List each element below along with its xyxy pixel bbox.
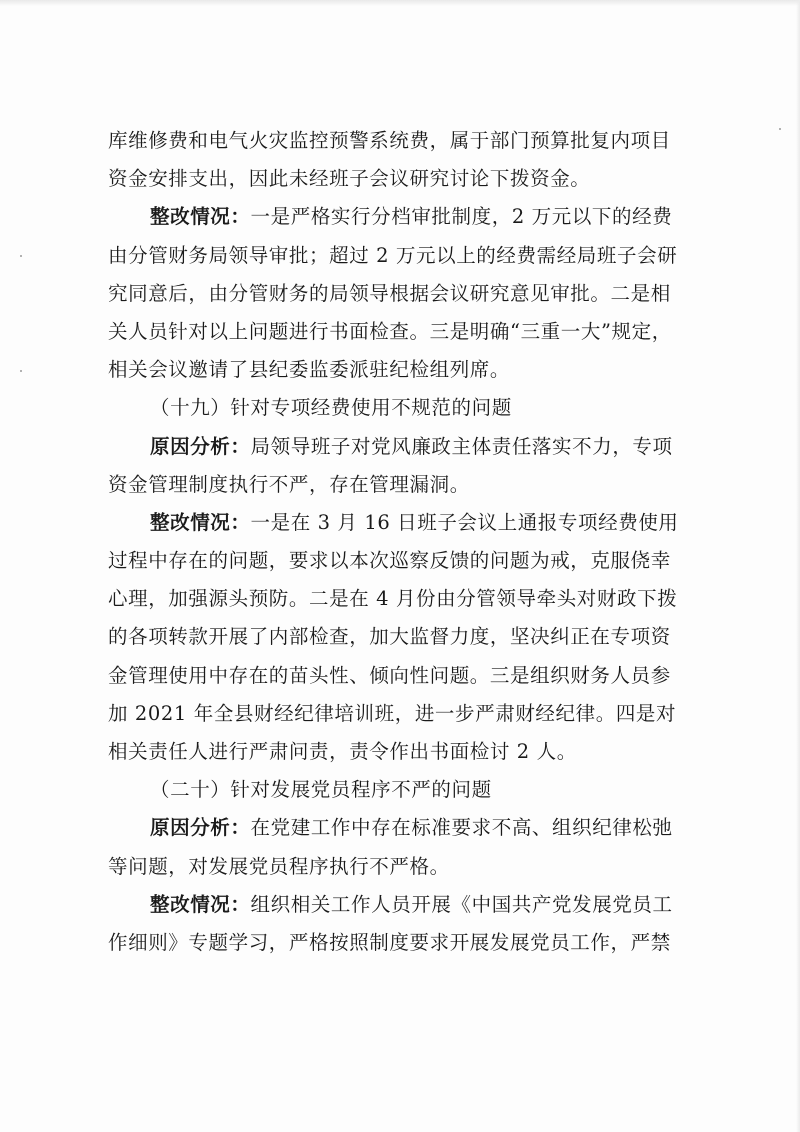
section-heading-text: （二十）针对发展党员程序不严的问题 <box>150 778 492 802</box>
paragraph-text: 相关会议邀请了县纪委监委派驻纪检组列席。 <box>108 358 511 382</box>
paragraph-line <box>108 657 698 695</box>
paragraph-text: 在党建工作中存在标准要求不高、组织纪律松弛 <box>250 816 673 840</box>
paragraph-text: 金管理使用中存在的苗头性、倾向性问题。三是组织财务人员参 <box>108 663 671 687</box>
paragraph-line <box>108 198 698 236</box>
paragraph-line <box>108 618 698 656</box>
paragraph-text: 作细则》专题学习，严格按照制度要求开展发展党员工作，严禁 <box>108 930 671 954</box>
paragraph-label: 原因分析： <box>150 816 251 840</box>
paragraph-text: 相关责任人进行严肃问责，责令作出书面检讨 2 人。 <box>108 740 577 763</box>
paragraph-text: 资金安排支出，因此未经班子会议研究讨论下拨资金。 <box>108 167 591 191</box>
paragraph-text: 加 2021 年全县财经纪律培训班，进一步严肃财经纪律。四是对 <box>108 701 677 725</box>
paragraph-line <box>108 733 698 771</box>
paragraph-text: 一是严格实行分档审批制度，2 万元以下的经费 <box>250 205 673 229</box>
paragraph-text: 局领导班子对党风廉政主体责任落实不力，专项 <box>250 434 673 458</box>
paragraph-text: 等问题，对发展党员程序执行不严格。 <box>108 854 450 878</box>
scan-speck <box>20 370 22 372</box>
scan-speck <box>20 255 22 257</box>
paragraph-text: 库维修费和电气火灾监控预警系统费，属于部门预算批复内项目 <box>108 129 671 152</box>
section-heading <box>108 389 698 427</box>
paragraph-line <box>108 275 698 313</box>
section-heading <box>108 771 698 809</box>
scan-edge-right <box>796 0 800 1132</box>
paragraph-line <box>108 809 698 847</box>
paragraph-line <box>108 466 698 504</box>
paragraph-line <box>108 122 698 160</box>
paragraph-label: 整改情况： <box>150 205 251 229</box>
paragraph-text: 心理，加强源头预防。二是在 4 月份由分管领导牵头对财政下拨 <box>108 587 678 611</box>
paragraph-text: 关人员针对以上问题进行书面检查。三是明确“三重一大”规定， <box>108 319 672 343</box>
paragraph-line <box>108 580 698 618</box>
document-body <box>108 122 698 962</box>
paragraph-line <box>108 237 698 275</box>
paragraph-line <box>108 886 698 924</box>
paragraph-line <box>108 695 698 733</box>
paragraph-line <box>108 160 698 198</box>
paragraph-label: 整改情况： <box>150 892 251 916</box>
section-heading-text: （十九）针对专项经费使用不规范的问题 <box>150 396 512 420</box>
paragraph-text: 过程中存在的问题，要求以本次巡察反馈的问题为戒，克服侥幸 <box>108 549 671 573</box>
paragraph-line <box>108 351 698 389</box>
paragraph-text: 由分管财务局领导审批；超过 2 万元以上的经费需经局班子会研 <box>108 243 678 267</box>
paragraph-label: 原因分析： <box>150 434 251 458</box>
scan-speck <box>779 128 781 130</box>
paragraph-line <box>108 504 698 542</box>
paragraph-text: 究同意后，由分管财务的局领导根据会议研究意见审批。二是相 <box>108 281 671 305</box>
paragraph-line <box>108 542 698 580</box>
paragraph-line <box>108 428 698 466</box>
paragraph-text: 一是在 3 月 16 日班子会议上通报专项经费使用 <box>250 510 679 534</box>
scan-edge-top <box>0 0 800 6</box>
paragraph-text: 的各项转款开展了内部检查，加大监督力度，坚决纠正在专项资 <box>108 625 671 649</box>
paragraph-label: 整改情况： <box>150 510 251 534</box>
paragraph-text: 组织相关工作人员开展《中国共产党发展党员工 <box>250 892 673 916</box>
paragraph-line <box>108 924 698 962</box>
paragraph-line <box>108 313 698 351</box>
paragraph-line <box>108 848 698 886</box>
paragraph-text: 资金管理制度执行不严，存在管理漏洞。 <box>108 472 470 496</box>
